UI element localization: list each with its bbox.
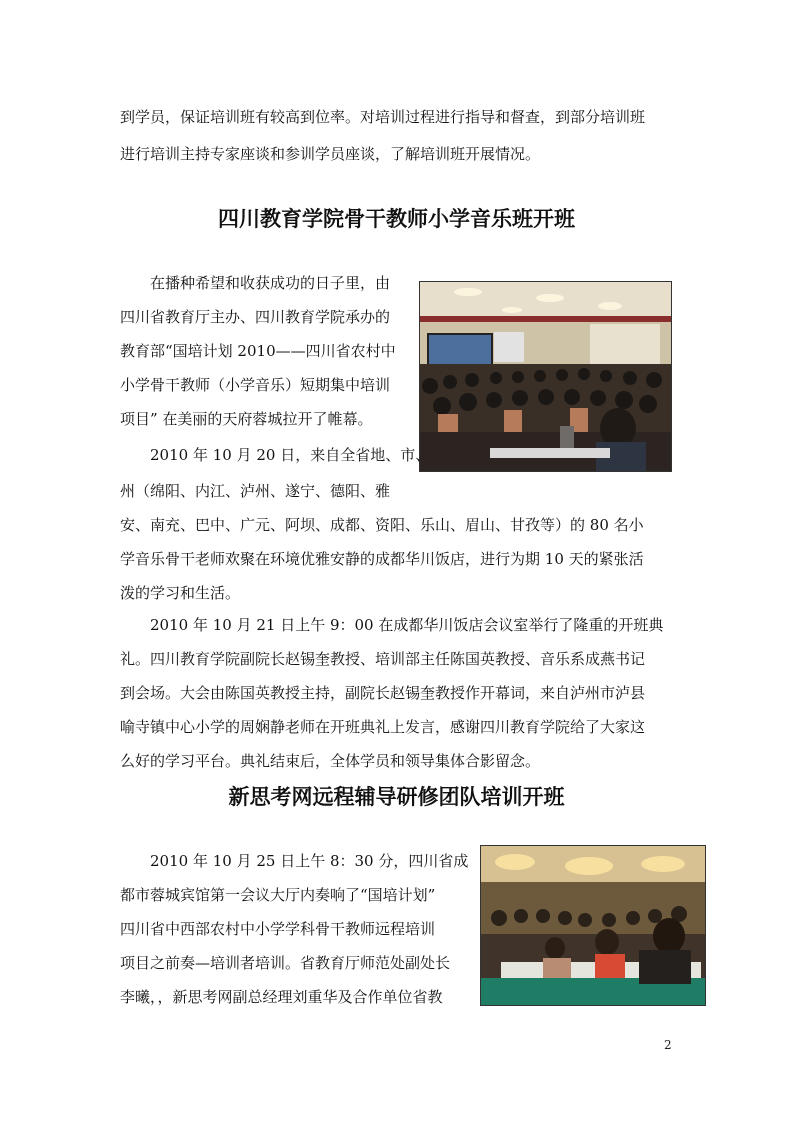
paragraph-line: 项目之前奏—培训者培训。省教育厅师范处副处长 [120, 954, 451, 972]
paragraph-line: 教育部“国培计划 2010——四川省农村中 [120, 342, 396, 360]
classroom-photo [419, 281, 672, 472]
paragraph-line: 泼的学习和生活。 [120, 584, 241, 602]
page-number: 2 [664, 1038, 672, 1052]
paragraph-line: 李曦，，新思考网副总经理刘重华及合作单位省教 [120, 988, 443, 1006]
paragraph-line: 喻寺镇中心小学的周娴静老师在开班典礼上发言，感谢四川教育学院给了大家这 [120, 718, 646, 736]
paragraph-line: 安、南充、巴中、广元、阿坝、成都、资阳、乐山、眉山、甘孜等）的 80 名小 [120, 516, 644, 534]
classroom-photo-image [420, 282, 671, 471]
paragraph-line: 州（绵阳、内江、泸州、遂宁、德阳、雅 [120, 482, 391, 500]
paragraph-line: 在播种希望和收获成功的日子里，由 [150, 274, 391, 292]
paragraph-line: 么好的学习平台。典礼结束后，全体学员和领导集体合影留念。 [120, 752, 541, 770]
paragraph-line: 四川省教育厅主办、四川教育学院承办的 [120, 308, 391, 326]
section-title-remote-team: 新思考网远程辅导研修团队培训开班 [228, 785, 565, 809]
paragraph-line: 2010 年 10 月 20 日，来自全省地、市、 [150, 446, 431, 464]
paragraph-line: 学音乐骨干老师欢聚在环境优雅安静的成都华川饭店，进行为期 10 天的紧张活 [120, 550, 644, 568]
paragraph-line: 2010 年 10 月 21 日上午 9：00 在成都华川饭店会议室举行了隆重的开班典 [150, 616, 664, 634]
section-title-music-class: 四川教育学院骨干教师小学音乐班开班 [218, 207, 575, 231]
paragraph-line: 到会场。大会由陈国英教授主持，副院长赵锡奎教授作开幕词，来自泸州市泸县 [120, 684, 646, 702]
paragraph-line: 2010 年 10 月 25 日上午 8：30 分，四川省成 [150, 852, 469, 870]
paragraph-line: 礼。四川教育学院副院长赵锡奎教授、培训部主任陈国英教授、音乐系成燕书记 [120, 650, 646, 668]
paragraph-line: 小学骨干教师（小学音乐）短期集中培训 [120, 376, 391, 394]
paragraph-line: 项目” 在美丽的天府蓉城拉开了帷幕。 [120, 410, 373, 428]
paragraph-line: 进行培训主持专家座谈和参训学员座谈，了解培训班开展情况。 [120, 145, 541, 163]
meeting-photo [480, 845, 706, 1006]
meeting-photo-image [481, 846, 705, 1005]
paragraph-line: 到学员，保证培训班有较高到位率。对培训过程进行指导和督查，到部分培训班 [120, 108, 646, 126]
paragraph-line: 都市蓉城宾馆第一会议大厅内奏响了“国培计划” [120, 886, 436, 904]
paragraph-line: 四川省中西部农村中小学学科骨干教师远程培训 [120, 920, 436, 938]
